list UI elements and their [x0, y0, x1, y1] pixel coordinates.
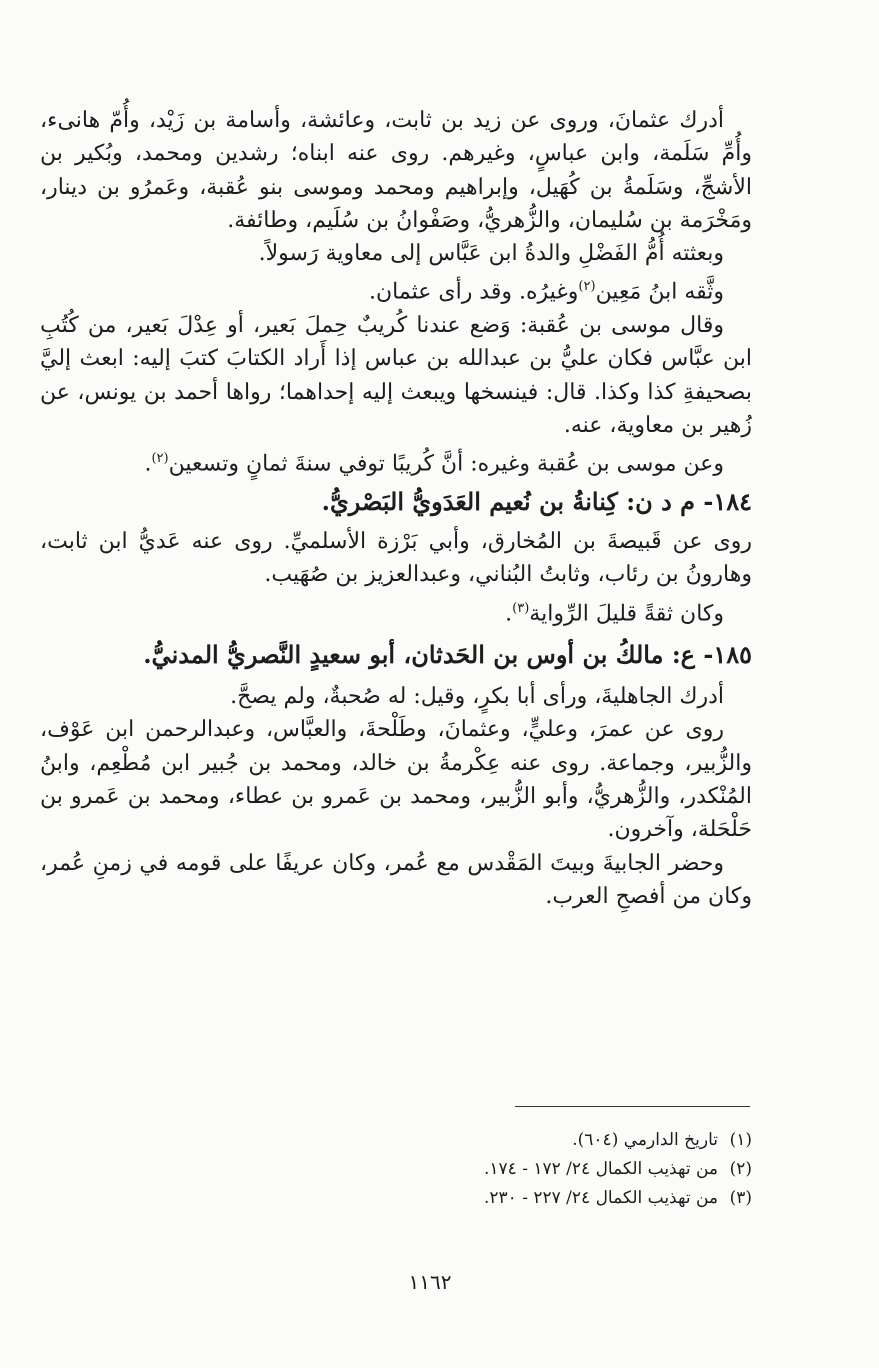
paragraph [40, 680, 752, 713]
paragraph [40, 847, 752, 914]
footnote [300, 1155, 752, 1184]
paragraph-text: وثَّقه ابنُ مَعِين [595, 279, 724, 305]
paragraph [40, 309, 752, 442]
paragraph [40, 237, 752, 270]
paragraph-text-continued: وغيرُه. وقد رأى عثمان. [369, 279, 579, 305]
paragraph-text: وقال موسى بن عُقبة: وَضع عندنا كُريبٌ حِملَ بَعير، أو عِدْلَ بَعير، من كُتُبِ ابن عبَّاس فكان عليُّ بن عبدالله بن عباس إذا أَراد الكتابَ كتبَ إليه: ابعث إليَّ بصحيفةِ كذا وكذا. قال: فينسخها ويبعث إليه إحداهما؛ رواها أحمد بن يونس، عن زُهير بن معاوية، عنه. [40, 313, 752, 438]
paragraph-text: وبعثته أُمُّ الفَضْلِ والدةُ ابن عَبَّاس إلى معاوية رَسولاً. [258, 241, 724, 267]
paragraph-text-continued: . [505, 600, 513, 626]
footnote-number: (١) [729, 1130, 752, 1150]
footnote-marker: (٢) [151, 451, 169, 467]
paragraph [40, 592, 752, 631]
paragraph-text: ١٨٥- ع: مالكُ بن أوس بن الحَدثان، أبو سعيدٍ النَّصريُّ المدنيُّ. [143, 640, 752, 670]
paragraph-text: وحضر الجابيةَ وبيتَ المَقْدس مع عُمر، وكان عريفًا على قومه في زمنِ عُمر، وكان من أفصحِ العرب. [40, 850, 752, 909]
footnote-marker: (٣) [512, 600, 530, 616]
paragraph-text: روى عن قَبيصةَ بن المُخارق، وأبي بَرْزة الأسلميِّ. روى عنه عَديُّ ابن ثابت، وهارونُ بن رئاب، وثابتُ البُناني، وعبدالعزيز بن صُهَيب. [40, 528, 752, 588]
paragraph-text: أدرك عثمانَ، وروى عن زيد بن ثابت، وعائشة، وأسامة بن زَيْد، وأُمّ هانىء، وأُمِّ سَلَمة، وابن عباسٍ، وغيرهم. روى عنه ابناه؛ رشدين ومحمد، وبُكير بن الأشجِّ، وسَلَمةُ بن كُهَيل، وإبراهيم ومحمد وموسى بنو عُقبة، وعَمرُو بن دينار، ومَخْرَمة بن سُليمان، والزُّهريُّ، وصَفْوانُ بن سُلَيم، وطائفة. [40, 108, 752, 233]
footnote [300, 1184, 752, 1213]
footnote-separator [515, 1106, 750, 1107]
footnote-number: (٢) [729, 1159, 752, 1179]
footnote-marker: (٢) [578, 279, 596, 295]
paragraph [40, 104, 752, 237]
page-number: ١١٦٢ [408, 1270, 452, 1294]
entry-heading [40, 483, 752, 521]
footnote-number: (٣) [729, 1188, 752, 1208]
paragraph-text: روى عن عمرَ، وعليٍّ، وعثمانَ، وطَلْحةَ، والعبَّاس، وعبدالرحمن ابن عَوْف، والزُّبير، وجماعة. روى عنه عِكْرمةُ بن خالد، ومحمد بن جُبير ابن مُطْعِم، وابنُ المُنْكدر، والزُّهريُّ، وأبو الزُّبير، ومحمد بن عَمرو بن عطاء، ومحمد بن عَمرو بن حَلْحَلة، وآخرون. [40, 717, 752, 843]
paragraph-text-continued: . [144, 451, 152, 477]
main-text [40, 104, 752, 913]
entry-heading [40, 632, 752, 678]
paragraph-text: أدرك الجاهليةَ، ورأى أبا بكرٍ، وقيل: له صُحبةٌ، ولم يصحَّ. [230, 684, 724, 710]
paragraph-text: وكان ثقةً قليلَ الرِّواية [529, 600, 724, 626]
paragraph [40, 525, 752, 592]
footnote [300, 1126, 752, 1155]
paragraph-text: ١٨٤- م د ن: كِنانةُ بن نُعيم العَدَويُّ البَصْريُّ. [321, 486, 752, 516]
paragraph [40, 713, 752, 846]
footnote-text: تاريخ الدارمي (٦٠٤). [572, 1130, 718, 1150]
paragraph-text: وعن موسى بن عُقبة وغيره: أنَّ كُريبًا توفي سنةَ ثمانٍ وتسعين [168, 451, 724, 477]
footnote-text: من تهذيب الكمال ٢٤/ ٢٢٧ - ٢٣٠. [483, 1188, 718, 1208]
paragraph [40, 442, 752, 481]
paragraph [40, 270, 752, 309]
footnote-text: من تهذيب الكمال ٢٤/ ١٧٢ - ١٧٤. [483, 1159, 718, 1179]
footnotes [300, 1126, 752, 1213]
